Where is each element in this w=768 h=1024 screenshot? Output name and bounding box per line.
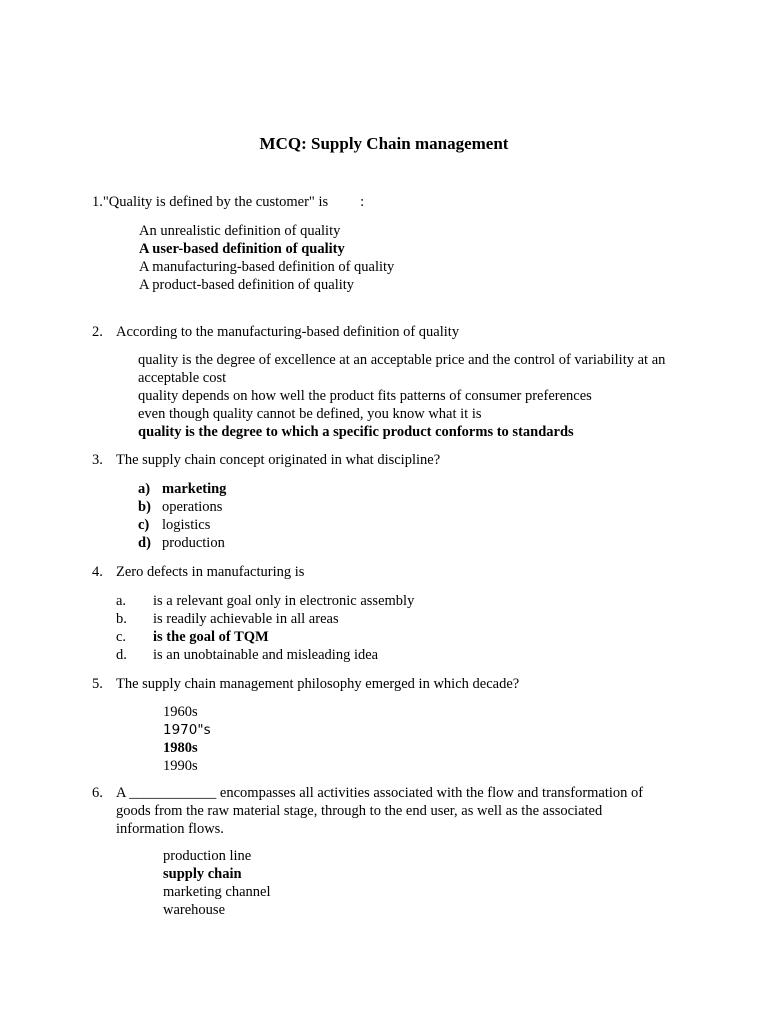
document-title: MCQ: Supply Chain management <box>259 134 509 153</box>
option <box>116 592 414 610</box>
question-text: Zero defects in manufacturing is <box>116 564 305 580</box>
question-4-options <box>116 592 414 664</box>
option: even though quality cannot be defined, you know what it is <box>138 406 482 422</box>
question-text: According to the manufacturing-based definition of quality <box>116 324 460 340</box>
option-label: c. <box>116 629 127 645</box>
option-text: is an unobtainable and misleading idea <box>153 647 379 663</box>
option-text: is a relevant goal only in electronic assembly <box>153 593 415 609</box>
option: 1960s <box>163 704 198 720</box>
question-3-options <box>138 480 226 552</box>
question-1-options <box>139 222 394 294</box>
option-text-correct: is the goal of TQM <box>153 629 269 645</box>
question-1-text: 1."Quality is defined by the customer" is <box>92 194 329 210</box>
option: 1990s <box>163 758 198 774</box>
question-6-options <box>163 847 271 919</box>
option-correct: 1980s <box>163 740 198 756</box>
option: marketing channel <box>163 884 271 900</box>
option-label: c) <box>138 517 150 533</box>
option-text: is readily achievable in all areas <box>153 611 339 627</box>
option-label: a. <box>116 593 127 609</box>
option <box>116 628 414 646</box>
option-correct: A user-based definition of quality <box>139 241 345 257</box>
question-number: 6. <box>92 785 103 801</box>
option-correct: supply chain <box>163 866 242 882</box>
option: production line <box>163 848 252 864</box>
option: 1970"s <box>163 722 211 738</box>
option: A product-based definition of quality <box>139 277 355 293</box>
option <box>138 534 226 552</box>
option-label: b. <box>116 611 127 627</box>
question-1-suffix: : <box>360 194 365 210</box>
question-5-options <box>163 703 211 775</box>
option-text: logistics <box>162 517 211 533</box>
option: quality depends on how well the product fits patterns of consumer preferences <box>138 388 592 404</box>
option: quality is the degree of excellence at an acceptable price and the control of variability at an acceptable cost <box>138 352 666 386</box>
question-number: 3. <box>92 452 103 468</box>
question-2-options <box>138 351 678 441</box>
option <box>116 646 414 664</box>
option-label: d. <box>116 647 127 663</box>
question-text: The supply chain concept originated in what discipline? <box>116 452 441 468</box>
option-text-correct: marketing <box>162 481 227 497</box>
question-text: The supply chain management philosophy emerged in which decade? <box>116 676 520 692</box>
option-label: a) <box>138 481 151 497</box>
option <box>138 498 226 516</box>
option-label: b) <box>138 499 151 515</box>
option: warehouse <box>163 902 226 918</box>
option: An unrealistic definition of quality <box>139 223 341 239</box>
question-number: 4. <box>92 564 103 580</box>
option <box>138 480 226 498</box>
option-text: operations <box>162 499 223 515</box>
option <box>116 610 414 628</box>
option-label: d) <box>138 535 151 551</box>
option <box>138 516 226 534</box>
question-text: A ____________ encompasses all activities associated with the flow and transformation of goods from the raw material stage, through to the end user, as well as the associated information flows. <box>116 785 644 837</box>
option: A manufacturing-based definition of quality <box>139 259 395 275</box>
option-correct: quality is the degree to which a specific product conforms to standards <box>138 424 574 440</box>
question-number: 5. <box>92 676 103 692</box>
option-text: production <box>162 535 225 551</box>
question-1 <box>92 193 364 211</box>
question-number: 2. <box>92 324 103 340</box>
